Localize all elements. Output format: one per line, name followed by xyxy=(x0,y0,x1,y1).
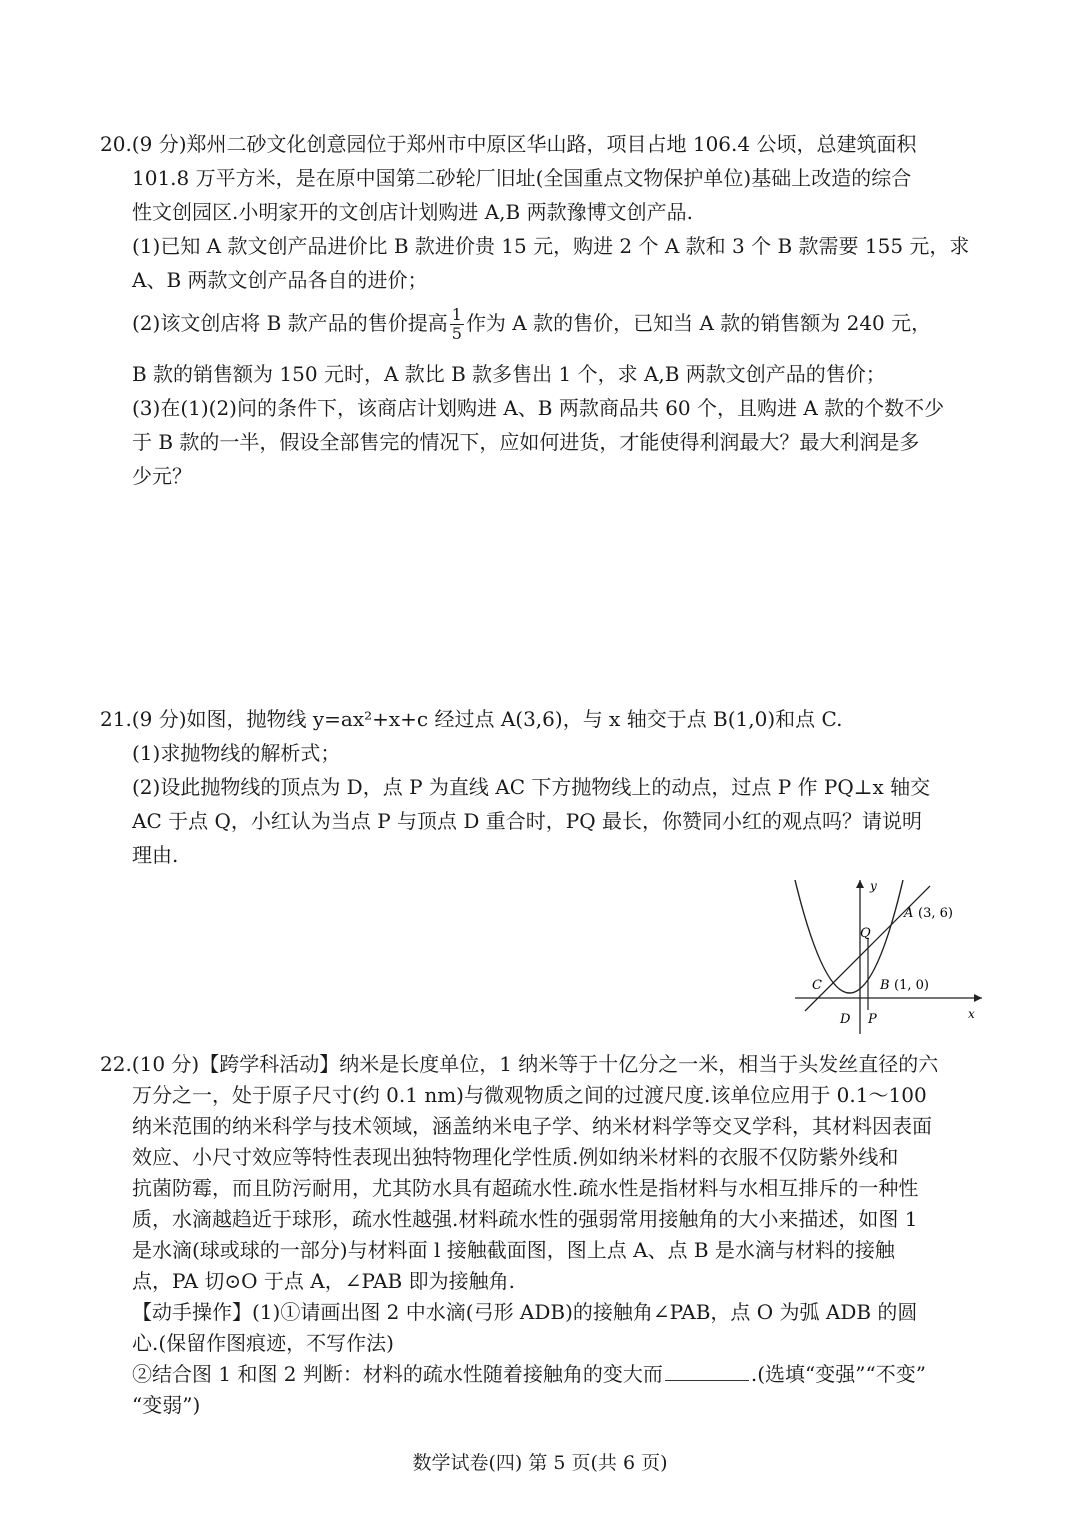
q22-judge-after: .(选填“变强”“不变” xyxy=(750,1362,926,1386)
q22-line-7: 是水滴(球或球的一部分)与材料面 l 接触截面图，图上点 A、点 B 是水滴与材料的接触 xyxy=(132,1238,895,1262)
q22-line-1: 22.(10 分)【跨学科活动】纳米是长度单位，1 纳米等于十亿分之一米，相当于头发丝直径的六 xyxy=(100,1052,939,1076)
q22-line-8: 点，PA 切⊙O 于点 A，∠PAB 即为接触角. xyxy=(132,1269,515,1293)
q21-part-2-cont: AC 于点 Q，小红认为当点 P 与顶点 D 重合时，PQ 最长，你赞同小红的观点吗？请说明 xyxy=(132,809,922,833)
y-axis-arrow xyxy=(856,880,864,888)
parabola-curve xyxy=(795,880,903,993)
q22-operation: 【动手操作】(1)①请画出图 2 中水滴(弓形 ADB)的接触角∠PAB，点 O 为弧 ADB 的圆 xyxy=(132,1300,918,1324)
q22-line-5: 抗菌防霉，而且防污耐用，尤其防水具有超疏水性.疏水性是指材料与水相互排斥的一种性 xyxy=(132,1176,919,1200)
point-q-label: Q xyxy=(860,926,871,941)
point-a-coord: (3, 6) xyxy=(918,906,953,921)
q20-line-1: 20.(9 分)郑州二砂文化创意园位于郑州市中原区华山路，项目占地 106.4 公顷，总建筑面积 xyxy=(100,132,917,156)
q20-part-1: (1)已知 A 款文创产品进价比 B 款进价贵 15 元，购进 2 个 A 款和 3 个 B 款需要 155 元，求 xyxy=(132,234,970,258)
q20-part-3: (3)在(1)(2)问的条件下，该商店计划购进 A、B 两款商品共 60 个，且购进 A 款的个数不少 xyxy=(132,396,945,420)
q22-judge-end: “变弱”) xyxy=(132,1393,201,1417)
q20-part-2-after: 作为 A 款的售价，已知当 A 款的销售额为 240 元， xyxy=(465,311,932,335)
parabola-figure xyxy=(790,876,985,1036)
point-a-label: A xyxy=(904,906,914,921)
q20-part-2-before: (2)该文创店将 B 款产品的售价提高 xyxy=(132,311,448,335)
q22-line-6: 质，水滴越趋近于球形，疏水性越强.材料疏水性的强弱常用接触角的大小来描述，如图 1 xyxy=(132,1207,918,1231)
q20-part-3-cont: 于 B 款的一半，假设全部售完的情况下，应如何进货，才能使得利润最大？最大利润是多 xyxy=(132,430,920,454)
q22-line-4: 效应、小尺寸效应等特性表现出独特物理化学性质.例如纳米材料的衣服不仅防紫外线和 xyxy=(132,1145,899,1169)
q22-operation-cont: 心.(保留作图痕迹，不写作法) xyxy=(132,1331,394,1355)
q20-line-2: 101.8 万平方米，是在原中国第二砂轮厂旧址(全国重点文物保护单位)基础上改造的综合 xyxy=(132,166,912,190)
q22-judge xyxy=(132,1360,926,1388)
q20-line-3: 性文创园区.小明家开的文创店计划购进 A,B 两款豫博文创产品. xyxy=(132,200,693,224)
x-axis-arrow xyxy=(974,994,982,1002)
point-d-label: D xyxy=(840,1012,851,1027)
q22-line-3: 纳米范围的纳米科学与技术领域，涵盖纳米电子学、纳米材料学等交叉学科，其材料因表面 xyxy=(132,1114,932,1138)
q21-part-1: (1)求抛物线的解析式； xyxy=(132,741,341,765)
point-p-label: P xyxy=(868,1012,877,1027)
q20-part-2 xyxy=(132,306,931,343)
fraction-numerator: 1 xyxy=(451,305,462,324)
q21-part-2-end: 理由. xyxy=(132,843,179,867)
y-axis-label: y xyxy=(870,879,877,893)
q21-part-2: (2)设此抛物线的顶点为 D，点 P 为直线 AC 下方抛物线上的动点，过点 P 作 PQ⊥x 轴交 xyxy=(132,775,931,799)
q22-judge-before: ②结合图 1 和图 2 判断：材料的疏水性随着接触角的变大而 xyxy=(132,1362,663,1386)
point-b-coord: (1, 0) xyxy=(894,978,929,993)
fraction-one-fifth xyxy=(450,306,464,343)
q20-part-3-end: 少元？ xyxy=(132,464,192,488)
x-axis-label: x xyxy=(968,1007,975,1021)
q22-line-2: 万分之一，处于原子尺寸(约 0.1 nm)与微观物质之间的过渡尺度.该单位应用于 0.1～100 xyxy=(132,1083,927,1107)
point-c-label: C xyxy=(812,978,822,993)
page-footer: 数学试卷(四) 第 5 页(共 6 页) xyxy=(412,1452,668,1474)
point-b-label: B xyxy=(880,978,890,993)
fraction-denominator: 5 xyxy=(451,324,462,343)
q20-part-1-cont: A、B 两款文创产品各自的进价； xyxy=(132,268,428,292)
q21-line-1: 21.(9 分)如图，抛物线 y=ax²+x+c 经过点 A(3,6)，与 x 轴交于点 B(1,0)和点 C. xyxy=(100,707,843,731)
answer-blank[interactable] xyxy=(665,1362,749,1381)
q20-part-2-cont: B 款的销售额为 150 元时，A 款比 B 款多售出 1 个，求 A,B 两款文创产品的售价； xyxy=(132,362,886,386)
